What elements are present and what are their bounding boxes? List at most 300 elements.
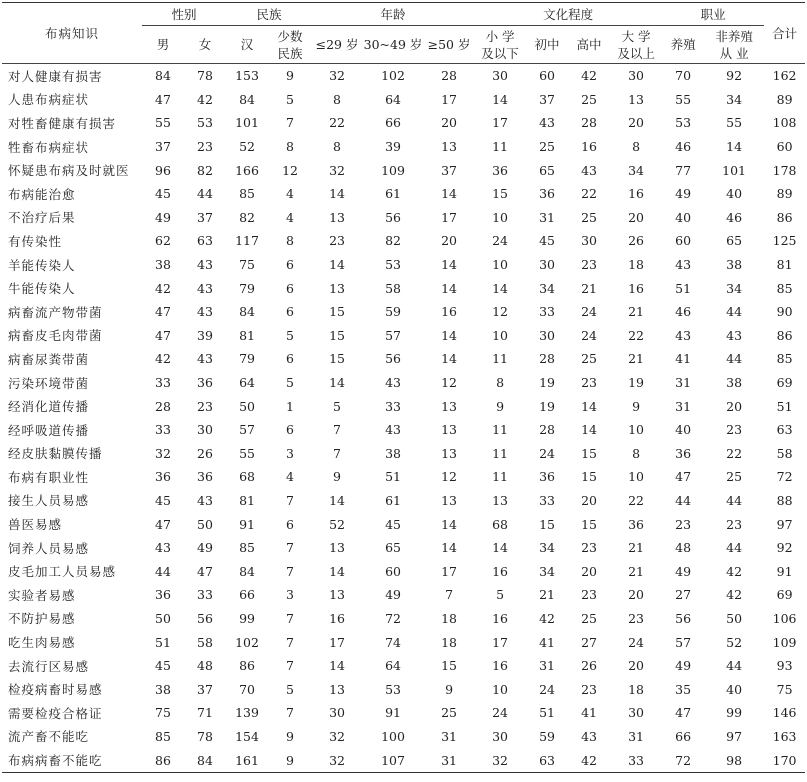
table-cell: 100 xyxy=(381,728,405,744)
table-cell: 65 xyxy=(726,233,743,249)
sub-header: 高中 xyxy=(568,26,610,64)
row-label: 人患布病症状 xyxy=(8,92,90,108)
table-row xyxy=(2,583,805,607)
table-cell: 47 xyxy=(155,91,171,107)
row-label: 皮毛加工人员易感 xyxy=(8,564,117,580)
table-cell: 4 xyxy=(286,209,294,225)
table-cell: 23 xyxy=(628,610,645,626)
table-cell: 9 xyxy=(632,398,641,414)
group-header: 性别 xyxy=(142,3,226,26)
table-row xyxy=(2,347,805,371)
table-cell: 30 xyxy=(628,705,645,721)
table-cell: 44 xyxy=(726,351,743,367)
row-label: 有传染性 xyxy=(8,233,63,249)
table-cell: 15 xyxy=(329,327,345,343)
row-label: 检疫病畜时易感 xyxy=(8,682,103,698)
table-cell: 14 xyxy=(329,563,345,579)
table-cell: 14 xyxy=(726,139,743,155)
row-total-cell: 88 xyxy=(776,492,793,508)
row-total-cell: 75 xyxy=(776,681,793,697)
table-cell: 15 xyxy=(581,469,598,485)
table-cell: 58 xyxy=(385,280,401,296)
table-cell: 9 xyxy=(286,68,294,84)
table-row xyxy=(2,465,805,489)
table-cell: 20 xyxy=(628,209,645,225)
table-cell: 57 xyxy=(385,327,401,343)
table-cell: 42 xyxy=(581,752,598,768)
table-cell: 30 xyxy=(492,68,509,84)
table-cell: 30 xyxy=(539,327,556,343)
table-cell: 12 xyxy=(492,304,509,320)
table-cell: 21 xyxy=(581,280,598,296)
table-cell: 15 xyxy=(539,516,556,532)
table-cell: 32 xyxy=(329,68,345,84)
table-cell: 36 xyxy=(675,445,692,461)
table-row xyxy=(2,536,805,560)
table-cell: 32 xyxy=(329,728,345,744)
table-cell: 37 xyxy=(197,209,213,225)
sub-header: 少数 民族 xyxy=(268,26,312,64)
row-total-cell: 170 xyxy=(772,752,797,768)
table-cell: 48 xyxy=(675,540,692,556)
table-row xyxy=(2,229,805,253)
corner-label: 布病知识 xyxy=(2,3,142,64)
table-cell: 13 xyxy=(441,398,457,414)
table-cell: 13 xyxy=(492,492,509,508)
table-cell: 13 xyxy=(329,681,345,697)
row-total-cell: 85 xyxy=(776,351,793,367)
table-cell: 9 xyxy=(286,728,294,744)
sub-header: 非养殖 从 业 xyxy=(704,26,764,64)
table-cell: 7 xyxy=(286,658,294,674)
table-cell: 39 xyxy=(197,327,213,343)
table-cell: 44 xyxy=(197,186,213,202)
table-cell: 45 xyxy=(155,492,171,508)
table-cell: 5 xyxy=(286,375,294,391)
table-cell: 34 xyxy=(628,162,645,178)
table-cell: 17 xyxy=(441,563,457,579)
table-cell: 41 xyxy=(581,705,598,721)
row-total-cell: 146 xyxy=(772,705,797,721)
table-cell: 36 xyxy=(197,469,213,485)
table-cell: 52 xyxy=(329,516,345,532)
table-cell: 7 xyxy=(286,540,294,556)
table-cell: 24 xyxy=(539,445,556,461)
table-cell: 49 xyxy=(197,540,213,556)
table-row xyxy=(2,182,805,206)
table-cell: 31 xyxy=(675,375,692,391)
table-cell: 23 xyxy=(329,233,345,249)
table-cell: 57 xyxy=(239,422,255,438)
table-cell: 74 xyxy=(385,634,401,650)
table-row xyxy=(2,300,805,324)
table-cell: 14 xyxy=(329,257,345,273)
table-cell: 33 xyxy=(539,492,556,508)
table-cell: 43 xyxy=(197,257,213,273)
row-label: 经皮肤黏膜传播 xyxy=(8,446,103,462)
row-label: 布病能治愈 xyxy=(8,186,76,202)
table-cell: 70 xyxy=(239,681,255,697)
table-cell: 33 xyxy=(628,752,645,768)
table-cell: 8 xyxy=(632,445,641,461)
table-cell: 55 xyxy=(726,115,743,131)
table-cell: 37 xyxy=(155,139,171,155)
row-label: 去流行区易感 xyxy=(8,658,90,674)
table-cell: 102 xyxy=(381,68,405,84)
table-cell: 38 xyxy=(155,257,171,273)
table-cell: 34 xyxy=(726,91,743,107)
table-cell: 33 xyxy=(385,398,401,414)
table-cell: 43 xyxy=(155,540,171,556)
table-cell: 38 xyxy=(726,257,743,273)
table-cell: 86 xyxy=(155,752,171,768)
table-cell: 117 xyxy=(235,233,259,249)
table-cell: 23 xyxy=(581,681,598,697)
table-cell: 40 xyxy=(726,681,743,697)
table-cell: 43 xyxy=(385,375,401,391)
table-cell: 16 xyxy=(628,186,645,202)
table-row xyxy=(2,88,805,112)
table-cell: 14 xyxy=(492,91,509,107)
table-cell: 23 xyxy=(197,398,213,414)
row-total-cell: 109 xyxy=(772,634,797,650)
row-label: 不防护易感 xyxy=(8,611,76,627)
table-cell: 5 xyxy=(496,587,505,603)
table-cell: 19 xyxy=(539,398,556,414)
table-cell: 72 xyxy=(385,610,401,626)
table-cell: 37 xyxy=(197,681,213,697)
table-cell: 51 xyxy=(539,705,556,721)
table-row xyxy=(2,206,805,230)
table-cell: 24 xyxy=(492,705,509,721)
row-label: 流产畜不能吃 xyxy=(8,729,90,745)
row-total-cell: 178 xyxy=(772,162,797,178)
table-cell: 28 xyxy=(155,398,171,414)
table-cell: 75 xyxy=(155,705,171,721)
table-row xyxy=(2,630,805,654)
table-cell: 81 xyxy=(239,327,255,343)
table-cell: 86 xyxy=(239,658,255,674)
row-total-cell: 162 xyxy=(772,68,797,84)
table-cell: 60 xyxy=(385,563,401,579)
table-cell: 33 xyxy=(155,375,171,391)
table-cell: 26 xyxy=(581,658,598,674)
row-total-cell: 92 xyxy=(776,540,793,556)
table-cell: 109 xyxy=(381,162,405,178)
table-cell: 16 xyxy=(441,304,457,320)
table-cell: 7 xyxy=(445,587,454,603)
table-cell: 99 xyxy=(726,705,743,721)
table-cell: 44 xyxy=(726,492,743,508)
table-row xyxy=(2,276,805,300)
table-cell: 8 xyxy=(333,139,341,155)
table-cell: 33 xyxy=(539,304,556,320)
table-cell: 64 xyxy=(385,91,401,107)
table-cell: 51 xyxy=(155,634,171,650)
table-row xyxy=(2,158,805,182)
table-cell: 14 xyxy=(329,186,345,202)
table-cell: 52 xyxy=(726,634,743,650)
table-cell: 18 xyxy=(628,257,645,273)
table-cell: 30 xyxy=(581,233,598,249)
table-cell: 8 xyxy=(333,91,341,107)
table-cell: 66 xyxy=(675,728,692,744)
table-cell: 36 xyxy=(197,375,213,391)
table-cell: 46 xyxy=(675,304,692,320)
table-cell: 6 xyxy=(286,257,294,273)
table-cell: 7 xyxy=(286,634,294,650)
table-cell: 27 xyxy=(581,634,598,650)
table-cell: 91 xyxy=(239,516,255,532)
table-cell: 47 xyxy=(197,563,213,579)
table-cell: 43 xyxy=(197,280,213,296)
table-cell: 42 xyxy=(155,280,171,296)
table-row xyxy=(2,654,805,678)
table-cell: 46 xyxy=(726,209,743,225)
row-total-cell: 58 xyxy=(776,445,793,461)
table-row xyxy=(2,559,805,583)
table-cell: 5 xyxy=(286,91,294,107)
table-cell: 13 xyxy=(329,540,345,556)
table-cell: 139 xyxy=(235,705,259,721)
table-cell: 6 xyxy=(286,422,294,438)
table-cell: 30 xyxy=(539,257,556,273)
table-cell: 36 xyxy=(492,162,509,178)
table-cell: 101 xyxy=(235,115,259,131)
table-cell: 51 xyxy=(675,280,692,296)
table-cell: 45 xyxy=(385,516,401,532)
table-cell: 11 xyxy=(492,469,509,485)
table-cell: 91 xyxy=(385,705,401,721)
table-cell: 16 xyxy=(492,563,509,579)
table-cell: 50 xyxy=(155,610,171,626)
table-cell: 65 xyxy=(385,540,401,556)
row-label: 病畜皮毛肉带菌 xyxy=(8,328,103,344)
table-cell: 22 xyxy=(628,327,645,343)
table-cell: 36 xyxy=(155,469,171,485)
table-cell: 13 xyxy=(441,139,457,155)
table-cell: 60 xyxy=(539,68,556,84)
table-cell: 15 xyxy=(329,304,345,320)
row-label: 接生人员易感 xyxy=(8,493,90,509)
table-cell: 14 xyxy=(581,422,598,438)
table-page xyxy=(0,2,807,782)
row-total-cell: 89 xyxy=(776,186,793,202)
table-cell: 70 xyxy=(675,68,692,84)
table-cell: 47 xyxy=(675,469,692,485)
table-cell: 16 xyxy=(329,610,345,626)
table-cell: 64 xyxy=(385,658,401,674)
table-cell: 14 xyxy=(441,516,457,532)
table-cell: 154 xyxy=(235,728,259,744)
table-cell: 30 xyxy=(197,422,213,438)
table-cell: 85 xyxy=(239,186,255,202)
table-cell: 43 xyxy=(197,351,213,367)
table-cell: 9 xyxy=(286,752,294,768)
table-cell: 85 xyxy=(155,728,171,744)
table-cell: 31 xyxy=(539,658,556,674)
table-cell: 7 xyxy=(286,115,294,131)
sub-header: 汉 xyxy=(226,26,268,64)
row-total-cell: 51 xyxy=(776,398,793,414)
table-cell: 18 xyxy=(628,681,645,697)
table-cell: 47 xyxy=(155,327,171,343)
sub-header: 养殖 xyxy=(662,26,704,64)
table-cell: 84 xyxy=(239,91,255,107)
row-total-cell: 163 xyxy=(772,728,797,744)
row-label: 病畜流产物带菌 xyxy=(8,304,103,320)
sub-header: 小 学 及以下 xyxy=(474,26,526,64)
table-cell: 17 xyxy=(492,115,509,131)
table-cell: 10 xyxy=(492,681,509,697)
table-cell: 18 xyxy=(441,610,457,626)
table-cell: 5 xyxy=(333,398,341,414)
table-cell: 7 xyxy=(286,705,294,721)
table-cell: 11 xyxy=(492,445,509,461)
table-cell: 7 xyxy=(286,563,294,579)
table-cell: 57 xyxy=(675,634,692,650)
table-cell: 36 xyxy=(155,587,171,603)
table-cell: 15 xyxy=(441,658,457,674)
sub-header: 大 学 及以上 xyxy=(610,26,662,64)
table-cell: 65 xyxy=(539,162,556,178)
row-total-cell: 72 xyxy=(776,469,793,485)
table-cell: 36 xyxy=(539,186,556,202)
row-total-cell: 63 xyxy=(776,422,793,438)
table-cell: 24 xyxy=(539,681,556,697)
table-cell: 30 xyxy=(329,705,345,721)
table-cell: 33 xyxy=(197,587,213,603)
row-total-cell: 69 xyxy=(776,375,793,391)
table-cell: 84 xyxy=(239,563,255,579)
table-cell: 20 xyxy=(726,398,743,414)
table-cell: 31 xyxy=(539,209,556,225)
table-row xyxy=(2,442,805,466)
group-header: 职业 xyxy=(662,3,764,26)
table-cell: 28 xyxy=(539,422,556,438)
table-cell: 42 xyxy=(539,610,556,626)
table-cell: 10 xyxy=(492,209,509,225)
sub-header: ≤29 岁 xyxy=(312,26,362,64)
row-label: 对牲畜健康有损害 xyxy=(8,115,117,131)
table-cell: 16 xyxy=(581,139,598,155)
row-label: 牲畜布病症状 xyxy=(8,139,90,155)
table-cell: 12 xyxy=(441,375,457,391)
row-total-cell: 86 xyxy=(776,209,793,225)
table-cell: 14 xyxy=(441,280,457,296)
table-cell: 9 xyxy=(333,469,341,485)
sub-header: ≥50 岁 xyxy=(424,26,474,64)
table-cell: 32 xyxy=(329,162,345,178)
table-cell: 28 xyxy=(581,115,598,131)
table-cell: 49 xyxy=(675,186,692,202)
table-cell: 13 xyxy=(329,280,345,296)
table-cell: 9 xyxy=(445,681,454,697)
table-cell: 34 xyxy=(539,280,556,296)
row-label: 布病有职业性 xyxy=(8,469,90,485)
table-cell: 3 xyxy=(286,587,294,603)
table-cell: 38 xyxy=(726,375,743,391)
table-cell: 56 xyxy=(675,610,692,626)
table-cell: 37 xyxy=(441,162,457,178)
table-cell: 20 xyxy=(628,587,645,603)
table-cell: 25 xyxy=(581,351,598,367)
table-cell: 34 xyxy=(539,540,556,556)
table-cell: 85 xyxy=(239,540,255,556)
table-cell: 14 xyxy=(329,658,345,674)
table-cell: 84 xyxy=(197,752,213,768)
table-cell: 8 xyxy=(632,139,641,155)
table-cell: 24 xyxy=(581,304,598,320)
table-cell: 161 xyxy=(235,752,259,768)
table-cell: 12 xyxy=(282,162,298,178)
table-cell: 46 xyxy=(675,139,692,155)
sub-header: 女 xyxy=(184,26,226,64)
table-cell: 25 xyxy=(581,209,598,225)
table-cell: 13 xyxy=(441,422,457,438)
table-cell: 50 xyxy=(239,398,255,414)
table-cell: 22 xyxy=(726,445,743,461)
table-row xyxy=(2,135,805,159)
row-label: 经呼吸道传播 xyxy=(8,422,90,438)
row-total-cell: 85 xyxy=(776,280,793,296)
table-cell: 13 xyxy=(329,209,345,225)
row-label: 布病病畜不能吃 xyxy=(8,753,103,769)
row-total-cell: 108 xyxy=(772,115,797,131)
table-cell: 22 xyxy=(581,186,598,202)
table-cell: 79 xyxy=(239,280,255,296)
table-cell: 14 xyxy=(329,375,345,391)
table-cell: 49 xyxy=(675,658,692,674)
table-cell: 16 xyxy=(492,658,509,674)
table-cell: 14 xyxy=(492,280,509,296)
table-row xyxy=(2,111,805,135)
table-cell: 25 xyxy=(581,91,598,107)
table-cell: 34 xyxy=(539,563,556,579)
table-cell: 6 xyxy=(286,351,294,367)
table-row xyxy=(2,725,805,749)
table-cell: 17 xyxy=(441,209,457,225)
table-cell: 16 xyxy=(492,610,509,626)
header-group-row xyxy=(2,3,805,26)
table-cell: 78 xyxy=(197,728,213,744)
table-cell: 27 xyxy=(675,587,692,603)
table-cell: 15 xyxy=(581,445,598,461)
table-cell: 28 xyxy=(539,351,556,367)
table-cell: 56 xyxy=(385,351,401,367)
table-cell: 102 xyxy=(235,634,259,650)
table-cell: 84 xyxy=(155,68,171,84)
table-cell: 22 xyxy=(628,492,645,508)
table-cell: 79 xyxy=(239,351,255,367)
table-cell: 35 xyxy=(675,681,692,697)
row-label: 病畜尿粪带菌 xyxy=(8,351,90,367)
table-cell: 42 xyxy=(726,587,743,603)
row-label: 兽医易感 xyxy=(8,517,63,533)
table-cell: 53 xyxy=(385,257,401,273)
table-cell: 32 xyxy=(155,445,171,461)
table-cell: 68 xyxy=(492,516,509,532)
table-cell: 16 xyxy=(628,280,645,296)
table-cell: 24 xyxy=(628,634,645,650)
table-cell: 59 xyxy=(539,728,556,744)
table-cell: 38 xyxy=(155,681,171,697)
row-label: 牛能传染人 xyxy=(8,281,76,297)
table-cell: 44 xyxy=(726,658,743,674)
table-cell: 31 xyxy=(628,728,645,744)
table-cell: 8 xyxy=(496,375,505,391)
table-cell: 42 xyxy=(726,563,743,579)
